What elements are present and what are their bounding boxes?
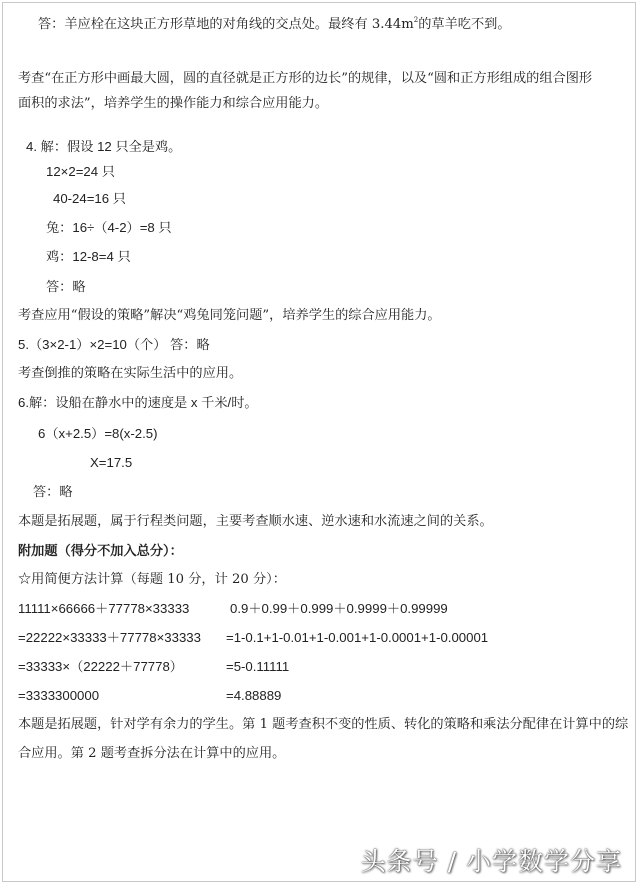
q4-answer: 答：略 bbox=[46, 279, 86, 294]
analysis-6: 本题是拓展题，属于行程类问题，主要考查顺水速、逆水速和水流速之间的关系。 bbox=[18, 514, 493, 529]
q4-step-1: 12×2=24 只 bbox=[46, 164, 115, 179]
bonus-1-line-3: =33333×（22222＋77778） bbox=[18, 659, 183, 674]
q6-answer: 答：略 bbox=[33, 484, 73, 499]
superscript: 2 bbox=[413, 16, 419, 24]
bonus-1-line-2: =22222×33333＋77778×33333 bbox=[18, 630, 201, 645]
watermark: 头条号 / 小学数学分享 bbox=[360, 847, 622, 876]
answer-line-3 bbox=[38, 17, 511, 33]
q5-solution: 5.（3×2-1）×2=10（个） 答：略 bbox=[18, 337, 210, 352]
q4-heading: 4. 解：假设 12 只全是鸡。 bbox=[26, 139, 182, 154]
analysis-4: 考查应用“假设的策略”解决“鸡兔同笼问题”，培养学生的综合应用能力。 bbox=[18, 308, 441, 323]
bonus-2-line-1: 0.9＋0.99＋0.999＋0.9999＋0.99999 bbox=[230, 601, 448, 616]
analysis-bonus-line-2: 合应用。第 2 题考查拆分法在计算中的应用。 bbox=[18, 746, 286, 761]
bonus-1-line-1: 11111×66666＋77778×33333 bbox=[18, 601, 190, 616]
q4-step-2: 40-24=16 只 bbox=[53, 191, 126, 206]
analysis-3-line-2: 面积的求法”，培养学生的操作能力和综合应用能力。 bbox=[18, 96, 329, 111]
analysis-3-line-1: 考查“在正方形中画最大圆，圆的直径就是正方形的边长”的规律，以及“圆和正方形组成的组合图形 bbox=[18, 71, 593, 86]
bonus-2-line-2: =1-0.1+1-0.01+1-0.001+1-0.0001+1-0.00001 bbox=[226, 630, 489, 645]
bonus-1-line-4: =3333300000 bbox=[18, 688, 100, 703]
q6-equation: 6（x+2.5）=8(x-2.5) bbox=[38, 426, 158, 441]
q6-result: X=17.5 bbox=[90, 455, 133, 470]
q4-step-3: 兔：16÷（4-2）=8 只 bbox=[46, 220, 172, 235]
q6-heading: 6.解：设船在静水中的速度是 x 千米/时。 bbox=[18, 395, 258, 410]
answer-text: 答：羊应栓在这块正方形草地的对角线的交点处。最终有 3.44m bbox=[38, 17, 414, 32]
analysis-bonus-line-1: 本题是拓展题，针对学有余力的学生。第 1 题考查积不变的性质、转化的策略和乘法分配律在计算中的综 bbox=[18, 717, 629, 732]
q4-step-4: 鸡：12-8=4 只 bbox=[46, 249, 131, 264]
bonus-instruction: ☆用简便方法计算（每题 10 分，计 20 分）： bbox=[18, 572, 286, 587]
answer-text-end: 的草羊吃不到。 bbox=[418, 17, 511, 32]
bonus-2-line-4: =4.88889 bbox=[226, 688, 282, 703]
analysis-5: 考查倒推的策略在实际生活中的应用。 bbox=[18, 366, 243, 381]
bonus-2-line-3: =5-0.11111 bbox=[226, 659, 290, 674]
bonus-heading: 附加题（得分不加入总分）： bbox=[18, 543, 183, 558]
